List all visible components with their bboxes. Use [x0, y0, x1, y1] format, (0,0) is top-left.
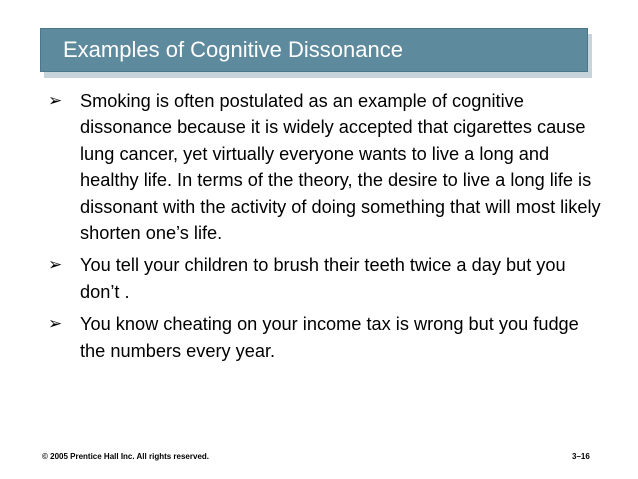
- arrow-bullet-icon: ➢: [48, 91, 63, 110]
- bullet-item: [46, 252, 602, 305]
- footer-copyright: © 2005 Prentice Hall Inc. All rights reserved.: [42, 452, 210, 461]
- bullet-text: You tell your children to brush their teeth twice a day but you don’t .: [80, 255, 566, 302]
- bullet-text: You know cheating on your income tax is wrong but you fudge the numbers every year.: [80, 314, 579, 361]
- slide-title: Examples of Cognitive Dissonance: [63, 37, 403, 62]
- arrow-bullet-icon: ➢: [48, 255, 63, 275]
- bullet-item: [46, 88, 602, 246]
- bullet-list: [46, 88, 602, 370]
- title-bar: [40, 28, 588, 72]
- arrow-bullet-icon: ➢: [48, 314, 63, 334]
- bullet-item: [46, 311, 602, 364]
- bullet-text: Smoking is often postulated as an example of cognitive dissonance because it is widely accepted that cigarettes cause lung cancer, yet virtually everyone wants to live a long and healthy life. In terms of the theory, the desire to live a long life is dissonant with the activity of doing something that will most likely shorten one’s life.: [80, 91, 601, 244]
- footer-page-number: 3–16: [572, 452, 590, 461]
